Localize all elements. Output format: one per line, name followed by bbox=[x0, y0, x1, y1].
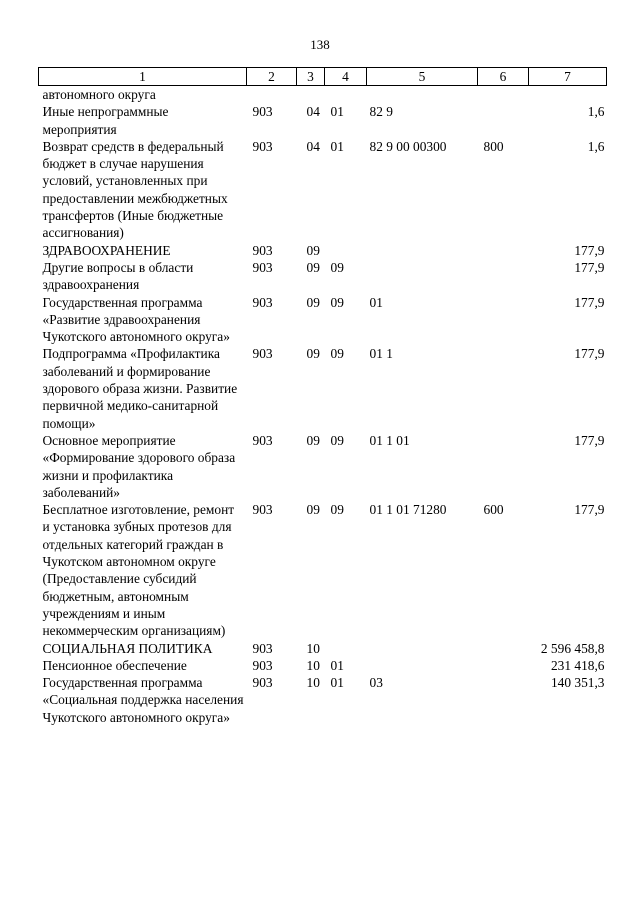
subsection-cell bbox=[325, 640, 367, 657]
ministry-code-cell: 903 bbox=[252, 502, 273, 518]
ministry-code-cell: 903 bbox=[252, 242, 273, 258]
subsection-cell: 01 bbox=[330, 675, 344, 691]
expense-type-cell bbox=[478, 674, 529, 726]
amount-cell: 177,9 bbox=[574, 502, 605, 518]
amount-cell: 1,6 bbox=[587, 138, 605, 154]
section-cell: 09 bbox=[306, 242, 320, 258]
section-cell: 10 bbox=[306, 640, 320, 656]
name-cell: Возврат средств в федеральный бюджет в случае нарушения условий, установленных при предоставлении межбюджетных трансфертов (Иные бюджетные ассигнования) bbox=[42, 138, 228, 241]
target-article-cell bbox=[367, 86, 478, 104]
table-row bbox=[39, 259, 607, 294]
table-row bbox=[39, 640, 607, 657]
target-article-cell bbox=[367, 259, 478, 294]
column-header-4: 4 bbox=[325, 68, 367, 86]
column-header-1: 1 bbox=[39, 68, 247, 86]
table-row bbox=[39, 86, 607, 104]
section-cell bbox=[297, 86, 325, 104]
column-header-3: 3 bbox=[297, 68, 325, 86]
ministry-code-cell bbox=[247, 86, 297, 104]
amount-cell: 1,6 bbox=[587, 104, 605, 120]
name-cell: Государственная программа «Социальная поддержка населения Чукотского автономного округа» bbox=[42, 675, 244, 725]
ministry-code-cell: 903 bbox=[252, 432, 273, 448]
expense-type-cell bbox=[478, 432, 529, 501]
name-cell: Основное мероприятие «Формирование здорового образа жизни и профилактика заболеваний» bbox=[42, 432, 236, 500]
target-article-cell: 01 1 01 bbox=[369, 432, 410, 448]
subsection-cell: 09 bbox=[330, 502, 344, 518]
table-row bbox=[39, 432, 607, 501]
name-cell: Подпрограмма «Профилактика заболеваний и формирование здорового образа жизни. Развитие первичной медико-санитарной помощи» bbox=[42, 346, 238, 431]
section-cell: 09 bbox=[306, 294, 320, 310]
table-row bbox=[39, 138, 607, 242]
name-cell: Государственная программа «Развитие здравоохранения Чукотского автономного округа» bbox=[42, 294, 230, 345]
table-row bbox=[39, 501, 607, 639]
section-cell: 04 bbox=[306, 104, 320, 120]
ministry-code-cell: 903 bbox=[252, 657, 273, 673]
amount-cell: 2 596 458,8 bbox=[540, 640, 605, 656]
amount-cell: 140 351,3 bbox=[550, 675, 605, 691]
expense-type-cell bbox=[478, 345, 529, 431]
target-article-cell: 01 bbox=[369, 294, 383, 310]
section-cell: 09 bbox=[306, 346, 320, 362]
amount-cell bbox=[529, 86, 607, 104]
name-cell: СОЦИАЛЬНАЯ ПОЛИТИКА bbox=[42, 640, 213, 656]
column-header-6: 6 bbox=[478, 68, 529, 86]
section-cell: 10 bbox=[306, 657, 320, 673]
table-row bbox=[39, 345, 607, 431]
subsection-cell: 01 bbox=[330, 104, 344, 120]
column-header-2: 2 bbox=[247, 68, 297, 86]
table-row bbox=[39, 674, 607, 726]
name-cell: автономного округа bbox=[42, 87, 156, 102]
column-header-7: 7 bbox=[529, 68, 607, 86]
table-row bbox=[39, 294, 607, 346]
expense-type-cell bbox=[478, 242, 529, 259]
ministry-code-cell: 903 bbox=[252, 104, 273, 120]
amount-cell: 177,9 bbox=[574, 259, 605, 275]
amount-cell: 177,9 bbox=[574, 294, 605, 310]
subsection-cell: 09 bbox=[330, 346, 344, 362]
expense-type-cell bbox=[478, 294, 529, 346]
target-article-cell: 03 bbox=[369, 675, 383, 691]
target-article-cell: 01 1 bbox=[369, 346, 393, 362]
expense-type-cell bbox=[478, 640, 529, 657]
name-cell: Бесплатное изготовление, ремонт и установка зубных протезов для отдельных категорий граждан в Чукотском автономном округе (Предоставление субсидий бюджетным, автономным учреждениям и иным некоммерческим организациям) bbox=[42, 502, 235, 639]
section-cell: 10 bbox=[306, 675, 320, 691]
target-article-cell: 82 9 bbox=[369, 104, 393, 120]
target-article-cell bbox=[367, 657, 478, 674]
subsection-cell bbox=[325, 242, 367, 259]
subsection-cell: 01 bbox=[330, 657, 344, 673]
expense-type-cell bbox=[478, 259, 529, 294]
target-article-cell: 82 9 00 00300 bbox=[369, 138, 447, 154]
table-header bbox=[39, 68, 607, 86]
amount-cell: 177,9 bbox=[574, 432, 605, 448]
target-article-cell bbox=[367, 242, 478, 259]
amount-cell: 177,9 bbox=[574, 242, 605, 258]
subsection-cell bbox=[325, 86, 367, 104]
expense-type-cell: 600 bbox=[483, 502, 504, 518]
amount-cell: 231 418,6 bbox=[550, 657, 605, 673]
section-cell: 09 bbox=[306, 432, 320, 448]
ministry-code-cell: 903 bbox=[252, 259, 273, 275]
subsection-cell: 01 bbox=[330, 138, 344, 154]
ministry-code-cell: 903 bbox=[252, 138, 273, 154]
amount-cell: 177,9 bbox=[574, 346, 605, 362]
expense-type-cell: 800 bbox=[483, 138, 504, 154]
name-cell: Пенсионное обеспечение bbox=[42, 657, 187, 673]
target-article-cell: 01 1 01 71280 bbox=[369, 502, 447, 518]
expense-type-cell bbox=[478, 657, 529, 674]
ministry-code-cell: 903 bbox=[252, 675, 273, 691]
section-cell: 04 bbox=[306, 138, 320, 154]
subsection-cell: 09 bbox=[330, 259, 344, 275]
section-cell: 09 bbox=[306, 502, 320, 518]
section-cell: 09 bbox=[306, 259, 320, 275]
ministry-code-cell: 903 bbox=[252, 640, 273, 656]
target-article-cell bbox=[367, 640, 478, 657]
subsection-cell: 09 bbox=[330, 432, 344, 448]
name-cell: Иные непрограммные мероприятия bbox=[42, 104, 169, 137]
table-row bbox=[39, 103, 607, 138]
column-header-5: 5 bbox=[367, 68, 478, 86]
table-row bbox=[39, 657, 607, 674]
budget-table bbox=[38, 67, 607, 726]
table-body bbox=[39, 86, 607, 726]
ministry-code-cell: 903 bbox=[252, 346, 273, 362]
expense-type-cell bbox=[478, 103, 529, 138]
name-cell: ЗДРАВООХРАНЕНИЕ bbox=[42, 242, 171, 258]
header-row bbox=[39, 68, 607, 86]
subsection-cell: 09 bbox=[330, 294, 344, 310]
expense-type-cell bbox=[478, 86, 529, 104]
page-number: 138 bbox=[310, 37, 330, 52]
ministry-code-cell: 903 bbox=[252, 294, 273, 310]
table-row bbox=[39, 242, 607, 259]
name-cell: Другие вопросы в области здравоохранения bbox=[42, 259, 194, 293]
